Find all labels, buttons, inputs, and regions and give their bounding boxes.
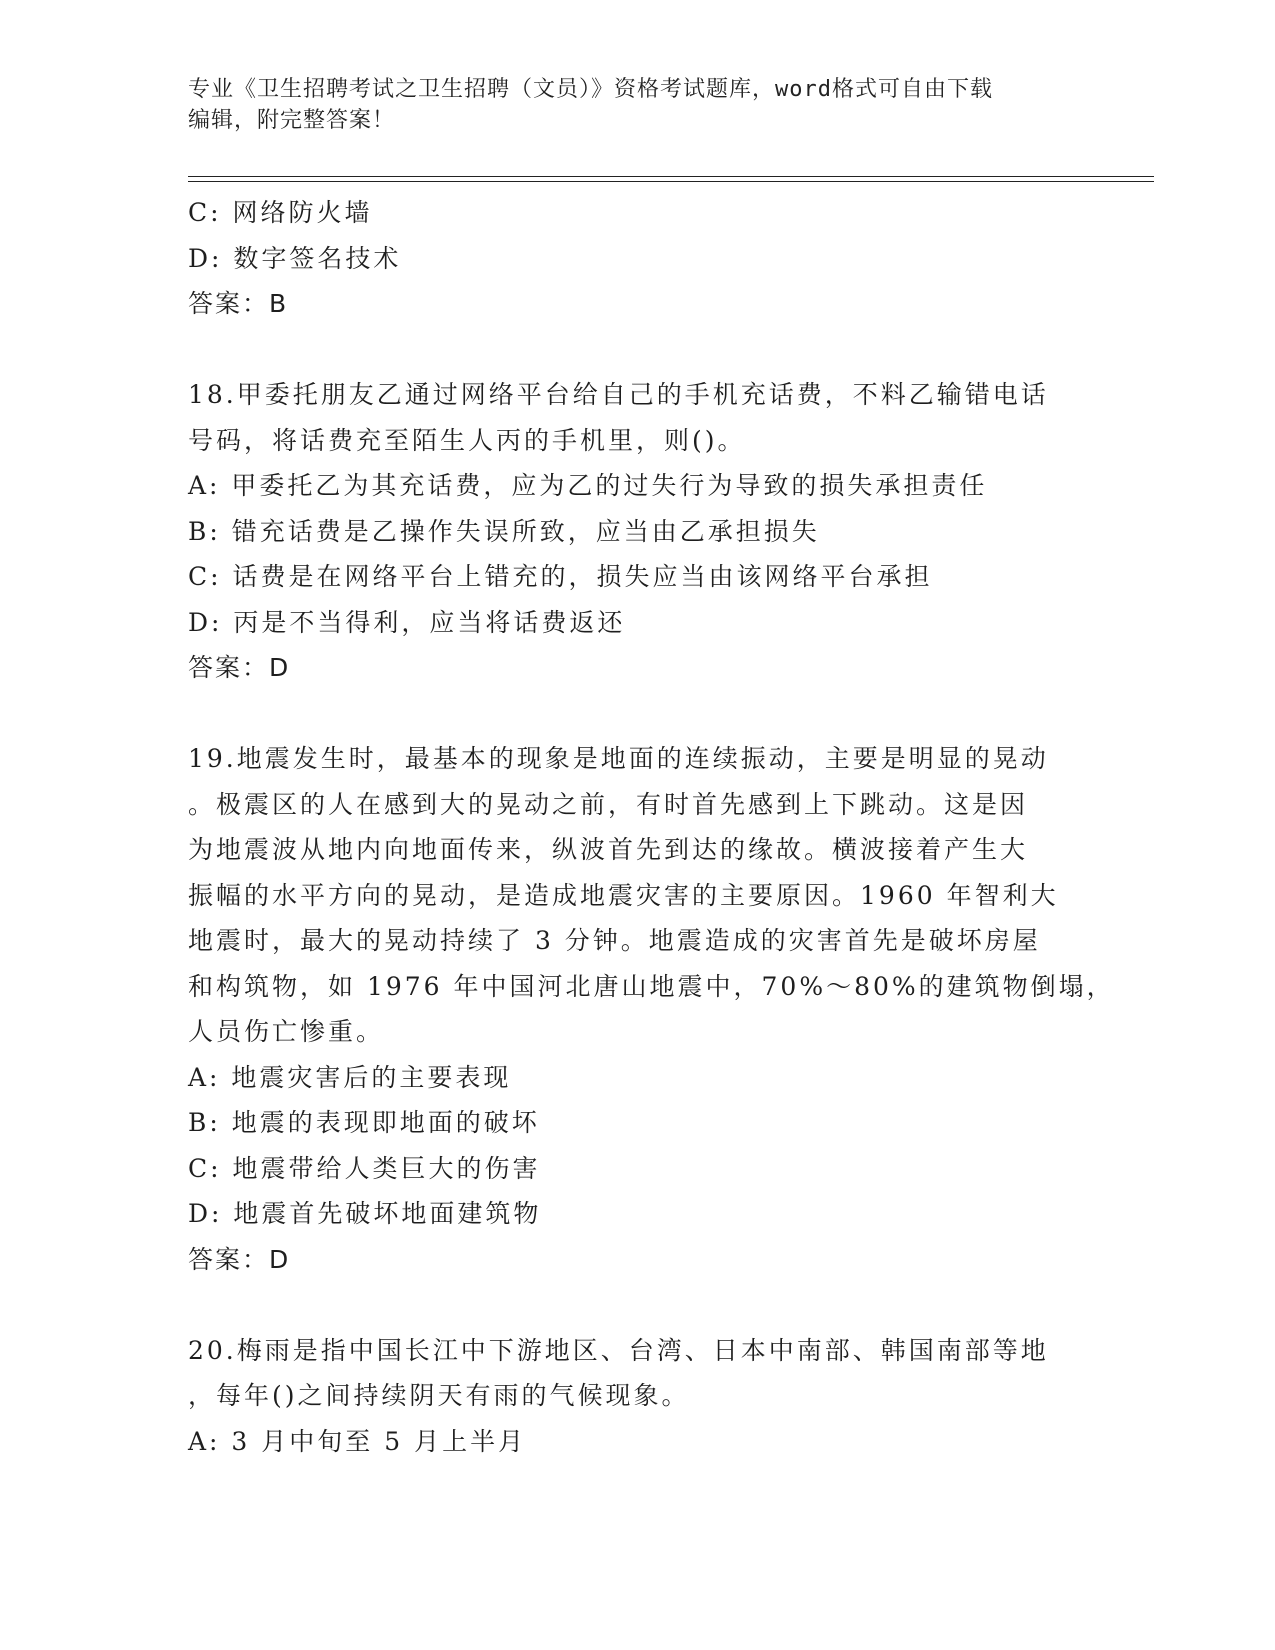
option-d: D: 丙是不当得利，应当将话费返还 [188, 607, 626, 637]
option-a: A: 3 月中旬至 5 月上半月 [188, 1426, 527, 1456]
option-d: D: 地震首先破坏地面建筑物 [188, 1199, 542, 1228]
question-text-line: 号码，将话费充至陌生人丙的手机里，则()。 [188, 425, 746, 455]
option-c: C: 网络防火墙 [188, 198, 373, 227]
option-c: C: 话费是在网络平台上错充的，损失应当由该网络平台承担 [188, 562, 933, 591]
header-line-1: 专业《卫生招聘考试之卫生招聘（文员）》资格考试题库，word格式可自由下载 [188, 77, 993, 102]
answer-line: 答案：D [188, 653, 291, 682]
question-text-line: 地震时，最大的晃动持续了 3 分钟。地震造成的灾害首先是破坏房屋 [188, 926, 1041, 955]
answer-line: 答案：B [188, 289, 289, 318]
option-b: B: 地震的表现即地面的破坏 [188, 1108, 540, 1137]
question-text-line: 和构筑物，如 1976 年中国河北唐山地震中，70%～80%的建筑物倒塌， [188, 971, 1115, 1001]
question-text-line: 20.梅雨是指中国长江中下游地区、台湾、日本中南部、韩国南部等地 [188, 1335, 1049, 1365]
question-17-tail [188, 190, 1088, 327]
spacer [188, 327, 1088, 373]
spacer [188, 691, 1088, 737]
option-a: A: 地震灾害后的主要表现 [188, 1062, 512, 1092]
header-divider-top [188, 176, 1154, 177]
header-line-2: 编辑，附完整答案！ [188, 108, 396, 133]
spacer [188, 1282, 1088, 1328]
option-d: D: 数字签名技术 [188, 243, 402, 273]
question-19 [188, 736, 1115, 1282]
option-a: A: 甲委托乙为其充话费，应为乙的过失行为导致的损失承担责任 [188, 471, 988, 500]
question-text-line: 振幅的水平方向的晃动，是造成地震灾害的主要原因。1960 年智利大 [188, 880, 1059, 910]
question-text-line: ，每年()之间持续阴天有雨的气候现象。 [188, 1381, 690, 1410]
question-text-line: 为地震波从地内向地面传来，纵波首先到达的缘故。横波接着产生大 [188, 835, 1029, 864]
question-text-line: 。极震区的人在感到大的晃动之前，有时首先感到上下跳动。这是因 [188, 789, 1029, 819]
question-text-line: 18.甲委托朋友乙通过网络平台给自己的手机充话费，不料乙输错电话 [188, 380, 1049, 409]
header-divider-bottom [188, 181, 1154, 182]
question-content [188, 190, 1115, 1464]
question-18 [188, 372, 1088, 691]
question-text-line: 19.地震发生时，最基本的现象是地面的连续振动，主要是明显的晃动 [188, 744, 1049, 773]
option-b: B: 错充话费是乙操作失误所致，应当由乙承担损失 [188, 516, 820, 546]
question-20 [188, 1328, 1088, 1465]
page-header [188, 74, 1068, 136]
answer-line: 答案：D [188, 1244, 291, 1274]
option-c: C: 地震带给人类巨大的伤害 [188, 1153, 541, 1183]
question-text-line: 人员伤亡惨重。 [188, 1017, 385, 1046]
